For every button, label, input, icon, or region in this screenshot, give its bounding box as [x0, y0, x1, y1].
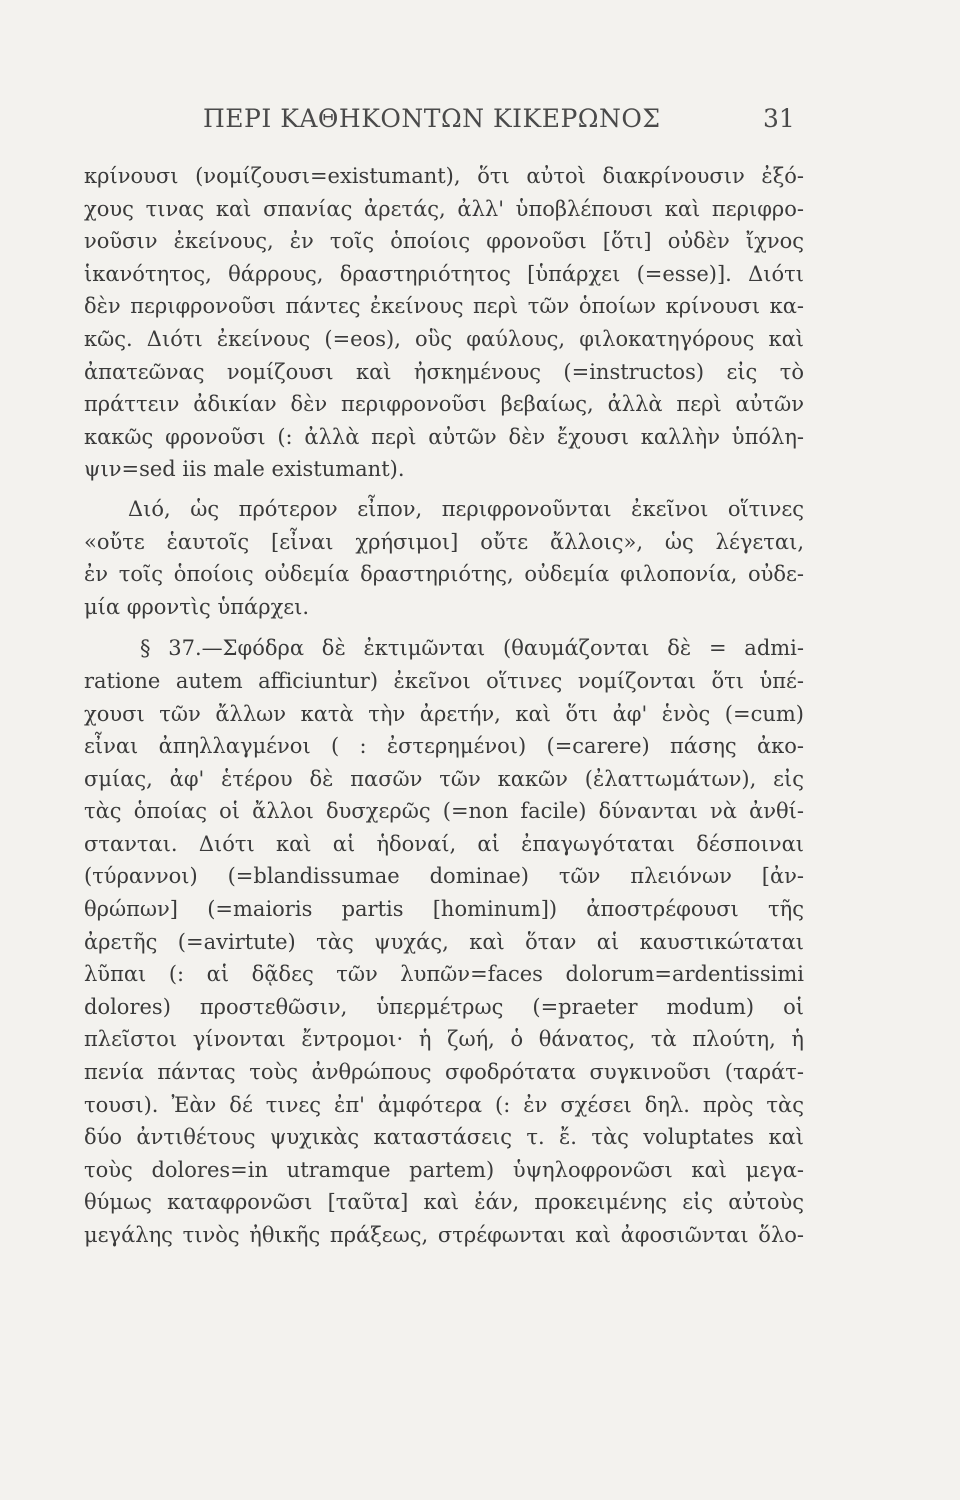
- text-line: στανται. Διότι καὶ αἱ ἡδοναί, αἱ ἐπαγωγόταται δέσποιναι: [84, 831, 804, 856]
- text-line: κῶς. Διότι ἐκείνους (=eos), οὓς φαύλους, φιλοκατηγόρους καὶ: [84, 326, 804, 351]
- text-line: ἐν τοῖς ὁποίοις οὐδεμία δραστηριότης, οὐδεμία φιλοπονία, οὐδε-: [84, 562, 804, 587]
- text-line: πενία πάντας τοὺς ἀνθρώπους σφοδρότατα συγκινοῦσι (ταράτ-: [84, 1060, 804, 1085]
- text-line: τουσι). Ἐὰν δέ τινες ἐπ' ἀμφότερα (: ἐν σχέσει δηλ. πρὸς τὰς: [84, 1092, 804, 1117]
- section-heading-line: § 37.—Σφόδρα δὲ ἐκτιμῶνται (θαυμάζονται δὲ = admi-: [140, 636, 804, 661]
- text-line: ratione autem afficiuntur) ἐκεῖνοι οἵτινες νομίζονται ὅτι ὑπέ-: [84, 668, 804, 693]
- text-line: τὰς ὁποίας οἱ ἄλλοι δυσχερῶς (=non facile) δύνανται νὰ ἀνθί-: [84, 799, 804, 824]
- text-line: εἶναι ἀπηλλαγμένοι ( : ἐστερημένοι) (=carere) πάσης ἀκο-: [84, 734, 804, 759]
- running-head: [0, 104, 960, 144]
- page-number: 31: [763, 104, 795, 133]
- running-title: ΠΕΡΙ ΚΑΘΗΚΟΝΤΩΝ ΚΙΚΕΡΩΝΟΣ: [203, 104, 661, 133]
- text-line: δὲν περιφρονοῦσι πάντες ἐκείνους περὶ τῶν ὁποίων κρίνουσι κα-: [84, 294, 804, 319]
- text-line: ἱκανότητος, θάρρους, δραστηριότητος [ὑπάρχει (=esse)]. Διότι: [84, 261, 804, 286]
- text-line: θύμως καταφρονῶσι [ταῦτα] καὶ ἐάν, προκειμένης εἰς αὐτοὺς: [84, 1190, 804, 1215]
- text-line: πλεῖστοι γίνονται ἔντρομοι· ἡ ζωή, ὁ θάνατος, τὰ πλούτη, ἡ: [84, 1027, 804, 1052]
- paragraph-first-line: Διό, ὡς πρότερον εἶπον, περιφρονοῦνται ἐκεῖνοι οἵτινες: [128, 496, 804, 521]
- text-line: πράττειν ἀδικίαν δὲν περιφρονοῦσι βεβαίως, ἀλλὰ περὶ αὐτῶν: [84, 392, 804, 417]
- text-line: χους τινας καὶ σπανίας ἀρετάς, ἀλλ' ὑποβλέπουσι καὶ περιφρο-: [84, 196, 804, 221]
- body-text: [84, 160, 804, 1252]
- text-line: δύο ἀντιθέτους ψυχικὰς καταστάσεις τ. ἔ. τὰς voluptates καὶ: [84, 1125, 804, 1150]
- text-line: ἀπατεῶνας νομίζουσι καὶ ἠσκημένους (=instructos) εἰς τὸ: [84, 359, 804, 384]
- text-line: «οὔτε ἑαυτοῖς [εἶναι χρήσιμοι] οὔτε ἄλλοις», ὡς λέγεται,: [84, 529, 804, 554]
- text-line: ψιν=sed iis male existumant).: [84, 457, 405, 482]
- text-line: χουσι τῶν ἄλλων κατὰ τὴν ἀρετήν, καὶ ὅτι ἀφ' ἑνὸς (=cum): [84, 701, 804, 726]
- text-line: κακῶς φρονοῦσι (: ἀλλὰ περὶ αὐτῶν δὲν ἔχουσι καλλὴν ὑπόλη-: [84, 424, 804, 449]
- text-line: θρώπων] (=maioris partis [hominum]) ἀποστρέφουσι τῆς: [84, 897, 804, 922]
- text-line: ἀρετῆς (=avirtute) τὰς ψυχάς, καὶ ὅταν αἱ καυστικώταται: [84, 929, 804, 954]
- text-line: μία φροντὶς ὑπάρχει.: [84, 594, 310, 619]
- text-line: λῦπαι (: αἱ δᾷδες τῶν λυπῶν=faces dolorum=ardentissimi: [84, 962, 804, 987]
- text-line: σμίας, ἀφ' ἑτέρου δὲ πασῶν τῶν κακῶν (ἐλαττωμάτων), εἰς: [84, 766, 804, 791]
- text-line: (τύραννοι) (=blandissumae dominae) τῶν πλειόνων [ἀν-: [84, 864, 804, 889]
- text-line: κρίνουσι (νομίζουσι=existumant), ὅτι αὐτοὶ διακρίνουσιν ἐξό-: [84, 164, 804, 188]
- text-line: dolores) προστεθῶσιν, ὑπερμέτρως (=praeter modum) οἱ: [84, 994, 804, 1019]
- text-line: νοῦσιν ἐκείνους, ἐν τοῖς ὁποίοις φρονοῦσι [ὅτι] οὐδὲν ἴχνος: [84, 229, 804, 254]
- text-line: τοὺς dolores=in utramque partem) ὑψηλοφρονῶσι καὶ μεγα-: [84, 1157, 804, 1182]
- text-line: μεγάλης τινὸς ἠθικῆς πράξεως, στρέφωνται καὶ ἀφοσιῶνται ὅλο-: [84, 1223, 804, 1247]
